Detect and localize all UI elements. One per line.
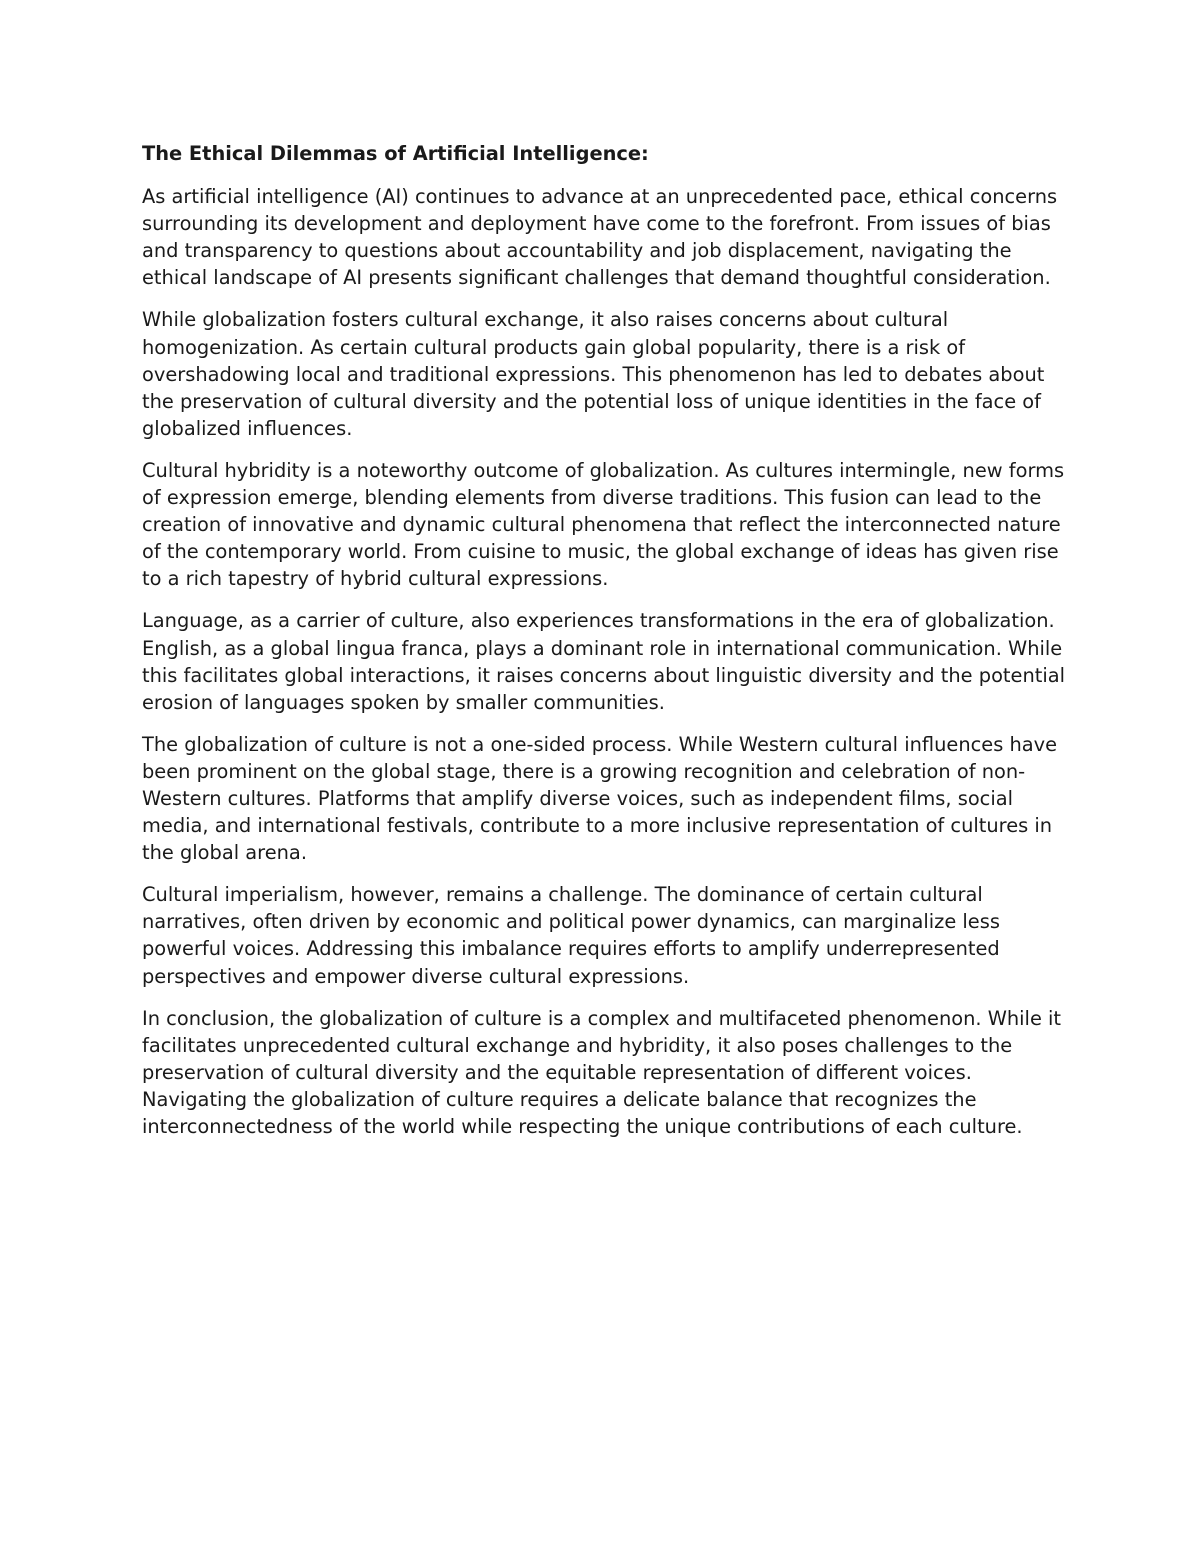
paragraph-4: Language, as a carrier of culture, also experiences transformations in the era of globalization. English, as a global lingua franca, plays a dominant role in international communication. While this facilitates global interactions, it raises concerns about linguistic diversity and the potential erosion of languages spoken by smaller communities.: [142, 609, 1066, 714]
document-title: The Ethical Dilemmas of Artificial Intelligence:: [142, 142, 649, 165]
paragraph-1: As artificial intelligence (AI) continues to advance at an unprecedented pace, ethical concerns surrounding its development and deployment have come to the forefront. From issues of bias and transparency to questions about accountability and job displacement, navigating the ethical landscape of AI presents significant challenges that demand thoughtful consideration.: [142, 185, 1058, 290]
paragraph-2: While globalization fosters cultural exchange, it also raises concerns about cultural homogenization. As certain cultural products gain global popularity, there is a risk of overshadowing local and traditional expressions. This phenomenon has led to debates about the preservation of cultural diversity and the potential loss of unique identities in the face of globalized influences.: [142, 308, 1045, 440]
paragraph-5: The globalization of culture is not a one-sided process. While Western cultural influences have been prominent on the global stage, there is a growing recognition and celebration of non-Western cultures. Platforms that amplify diverse voices, such as independent films, social media, and international festivals, contribute to a more inclusive representation of cultures in the global arena.: [142, 732, 1058, 865]
paragraph-3: Cultural hybridity is a noteworthy outcome of globalization. As cultures intermingle, new forms of expression emerge, blending elements from diverse traditions. This fusion can lead to the creation of innovative and dynamic cultural phenomena that reflect the interconnected nature of the contemporary world. From cuisine to music, the global exchange of ideas has given rise to a rich tapestry of hybrid cultural expressions.: [142, 458, 1065, 591]
paragraph-7: In conclusion, the globalization of culture is a complex and multifaceted phenomenon. While it facilitates unprecedented cultural exchange and hybridity, it also poses challenges to the preservation of cultural diversity and the equitable representation of different voices. Navigating the globalization of culture requires a delicate balance that recognizes the interconnectedness of the world while respecting the unique contributions of each culture.: [142, 1006, 1062, 1138]
document-body: [142, 140, 1072, 1155]
paragraph-6: Cultural imperialism, however, remains a challenge. The dominance of certain cultural narratives, often driven by economic and political power dynamics, can marginalize less powerful voices. Addressing this imbalance requires efforts to amplify underrepresented perspectives and empower diverse cultural expressions.: [142, 883, 1000, 988]
